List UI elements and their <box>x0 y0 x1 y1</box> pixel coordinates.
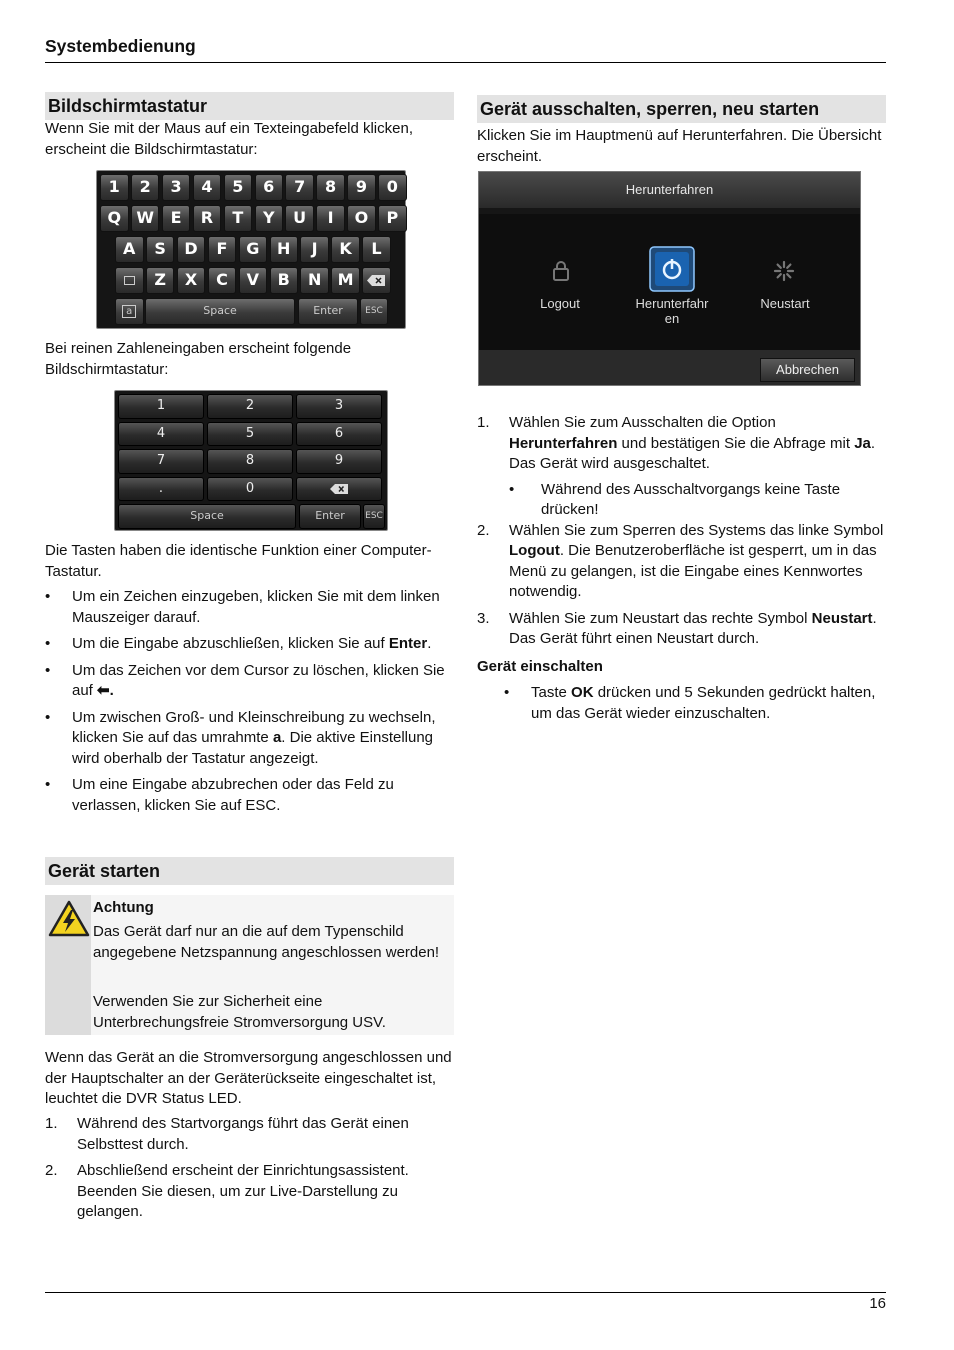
backspace-symbol: ⬅. <box>97 682 114 699</box>
key-V[interactable]: V <box>239 267 268 294</box>
restart-label[interactable]: Neustart <box>760 296 810 311</box>
footer-rule <box>45 1292 886 1293</box>
shutdown-label[interactable]: Herunterfahr en <box>635 296 709 326</box>
list-item: • Um zwischen Groß- und Kleinschreibung zu wechseln, klicken Sie auf das umrahmte a. Die aktive Einstellung wird oberhalb der Tastatur angezeigt. <box>45 708 436 767</box>
key-W[interactable]: W <box>131 205 160 232</box>
key-U[interactable]: U <box>285 205 314 232</box>
list-item: 3. Wählen Sie zum Neustart das rechte Symbol Neustart. Das Gerät führt einen Neustart durch. <box>477 609 877 647</box>
warning-title: Achtung <box>93 899 154 916</box>
numpad-key-8[interactable]: 8 <box>207 449 293 474</box>
key-I[interactable]: I <box>316 205 345 232</box>
space-key[interactable]: Space <box>145 298 295 325</box>
key-9[interactable]: 9 <box>347 174 376 201</box>
keys-identical-text: Die Tasten haben die identische Funktion einer Computer-Tastatur. <box>45 542 432 580</box>
key-K[interactable]: K <box>331 236 360 263</box>
header-rule <box>45 62 886 63</box>
key-D[interactable]: D <box>177 236 206 263</box>
key-J[interactable]: J <box>300 236 329 263</box>
key-P[interactable]: P <box>378 205 407 232</box>
list-item: 1. Wählen Sie zum Ausschalten die Option Herunterfahren und bestätigen Sie die Abfrage mit Ja. Das Gerät wird ausgeschaltet. • Während des Ausschaltvorgangs keine Taste drücken! <box>477 413 886 521</box>
numpad-key-2[interactable]: 2 <box>207 394 293 419</box>
key-B[interactable]: B <box>270 267 299 294</box>
list-item: • Um eine Eingabe abzubrechen oder das Feld zu verlassen, klicken Sie auf ESC. <box>45 776 394 814</box>
numeric-keyboard-intro: Bei reinen Zahleneingaben erscheint folgende Bildschirmtastatur: <box>45 340 352 378</box>
shift-key-icon[interactable] <box>115 267 144 294</box>
list-item: • Um die Eingabe abzuschließen, klicken Sie auf Enter. <box>45 635 432 652</box>
section-heading-start: Gerät starten <box>45 857 454 885</box>
key-S[interactable]: S <box>146 236 175 263</box>
shutdown-steps-list <box>477 413 886 656</box>
enter-key[interactable]: Enter <box>299 504 361 529</box>
key-G[interactable]: G <box>239 236 268 263</box>
warning-text: Verwenden Sie zur Sicherheit eine Unterbrechungsfreie Stromversorgung USV. <box>93 993 386 1031</box>
key-M[interactable]: M <box>331 267 360 294</box>
list-item: • Um ein Zeichen einzugeben, klicken Sie mit dem linken Mauszeiger darauf. <box>45 588 440 626</box>
keyboard-bullet-list <box>45 587 454 822</box>
numpad-key-1[interactable]: 1 <box>118 394 204 419</box>
numpad-key-0[interactable]: 0 <box>207 477 293 502</box>
dialog-title: Herunterfahren <box>479 172 860 208</box>
numpad-key-9[interactable]: 9 <box>296 449 382 474</box>
power-icon[interactable] <box>649 246 695 292</box>
numpad-key-3[interactable]: 3 <box>296 394 382 419</box>
key-2[interactable]: 2 <box>131 174 160 201</box>
key-X[interactable]: X <box>177 267 206 294</box>
start-intro: Wenn das Gerät an die Stromversorgung angeschlossen und der Hauptschalter an der Geräterückseite eingeschaltet ist, leuchtet die DVR Status LED. <box>45 1049 452 1107</box>
list-item: • Während des Ausschaltvorgangs keine Taste drücken! <box>509 480 841 518</box>
backspace-key-icon[interactable] <box>362 267 391 294</box>
numpad-key-4[interactable]: 4 <box>118 422 204 447</box>
shutdown-intro: Klicken Sie im Hauptmenü auf Herunterfahren. Die Übersicht erscheint. <box>477 127 882 165</box>
key-Q[interactable]: Q <box>100 205 129 232</box>
key-4[interactable]: 4 <box>193 174 222 201</box>
start-steps-list <box>45 1114 454 1229</box>
key-Y[interactable]: Y <box>255 205 284 232</box>
case-toggle-key[interactable]: a <box>115 298 144 325</box>
list-item: • Um das Zeichen vor dem Cursor zu löschen, klicken Sie auf ⬅. <box>45 661 445 699</box>
key-0[interactable]: 0 <box>378 174 407 201</box>
key-Z[interactable]: Z <box>146 267 175 294</box>
numpad-key-.[interactable]: . <box>118 477 204 502</box>
key-L[interactable]: L <box>362 236 391 263</box>
key-5[interactable]: 5 <box>224 174 253 201</box>
key-C[interactable]: C <box>208 267 237 294</box>
enter-key[interactable]: Enter <box>298 298 358 325</box>
key-A[interactable]: A <box>115 236 144 263</box>
list-item: 2. Abschließend erscheint der Einrichtungsassistent. Beenden Sie diesen, um zur Live-Darstellung zu gelangen. <box>45 1162 409 1220</box>
warning-text: Das Gerät darf nur an die auf dem Typenschild angegebene Netzspannung angeschlossen werden! <box>93 923 440 961</box>
key-8[interactable]: 8 <box>316 174 345 201</box>
space-key[interactable]: Space <box>118 504 296 529</box>
list-item: 2. Wählen Sie zum Sperren des Systems das linke Symbol Logout. Die Benutzeroberfläche ist gesperrt, um in das Menü zu gelangen, ist die Eingabe eines Kennwortes notwendig. <box>477 521 884 600</box>
shutdown-dialog <box>478 171 861 386</box>
key-F[interactable]: F <box>208 236 237 263</box>
onscreen-keyboard <box>96 170 406 329</box>
numpad-key-7[interactable]: 7 <box>118 449 204 474</box>
key-6[interactable]: 6 <box>255 174 284 201</box>
warning-lightning-icon <box>48 900 90 938</box>
key-H[interactable]: H <box>270 236 299 263</box>
key-T[interactable]: T <box>224 205 253 232</box>
cancel-button[interactable]: Abbrechen <box>760 358 855 382</box>
restart-icon[interactable] <box>773 260 795 282</box>
esc-key[interactable]: ESC <box>363 504 385 529</box>
section-heading-shutdown: Gerät ausschalten, sperren, neu starten <box>477 95 886 123</box>
key-E[interactable]: E <box>162 205 191 232</box>
logout-label[interactable]: Logout <box>540 296 580 311</box>
key-1[interactable]: 1 <box>100 174 129 201</box>
numpad-key-5[interactable]: 5 <box>207 422 293 447</box>
key-N[interactable]: N <box>300 267 329 294</box>
key-7[interactable]: 7 <box>285 174 314 201</box>
lock-icon[interactable] <box>551 260 571 282</box>
section-heading-keyboard: Bildschirmtastatur <box>45 92 454 120</box>
backspace-key-icon[interactable] <box>296 477 382 502</box>
key-O[interactable]: O <box>347 205 376 232</box>
warning-box <box>45 895 454 1035</box>
keyboard-intro: Wenn Sie mit der Maus auf ein Texteingabefeld klicken, erscheint die Bildschirmtastatur: <box>45 120 413 158</box>
page-header-title: Systembedienung <box>45 36 196 56</box>
numeric-keyboard <box>114 390 388 531</box>
list-item: • Taste OK drücken und 5 Sekunden gedrückt halten, um das Gerät wieder einzuschalten. <box>504 684 876 722</box>
power-on-heading: Gerät einschalten <box>477 658 603 675</box>
power-on-list <box>504 683 886 730</box>
numpad-key-6[interactable]: 6 <box>296 422 382 447</box>
key-R[interactable]: R <box>193 205 222 232</box>
list-item: 1. Während des Startvorgangs führt das Gerät einen Selbsttest durch. <box>45 1115 409 1153</box>
esc-key[interactable]: ESC <box>360 298 388 325</box>
page-number: 16 <box>869 1295 886 1312</box>
key-3[interactable]: 3 <box>162 174 191 201</box>
